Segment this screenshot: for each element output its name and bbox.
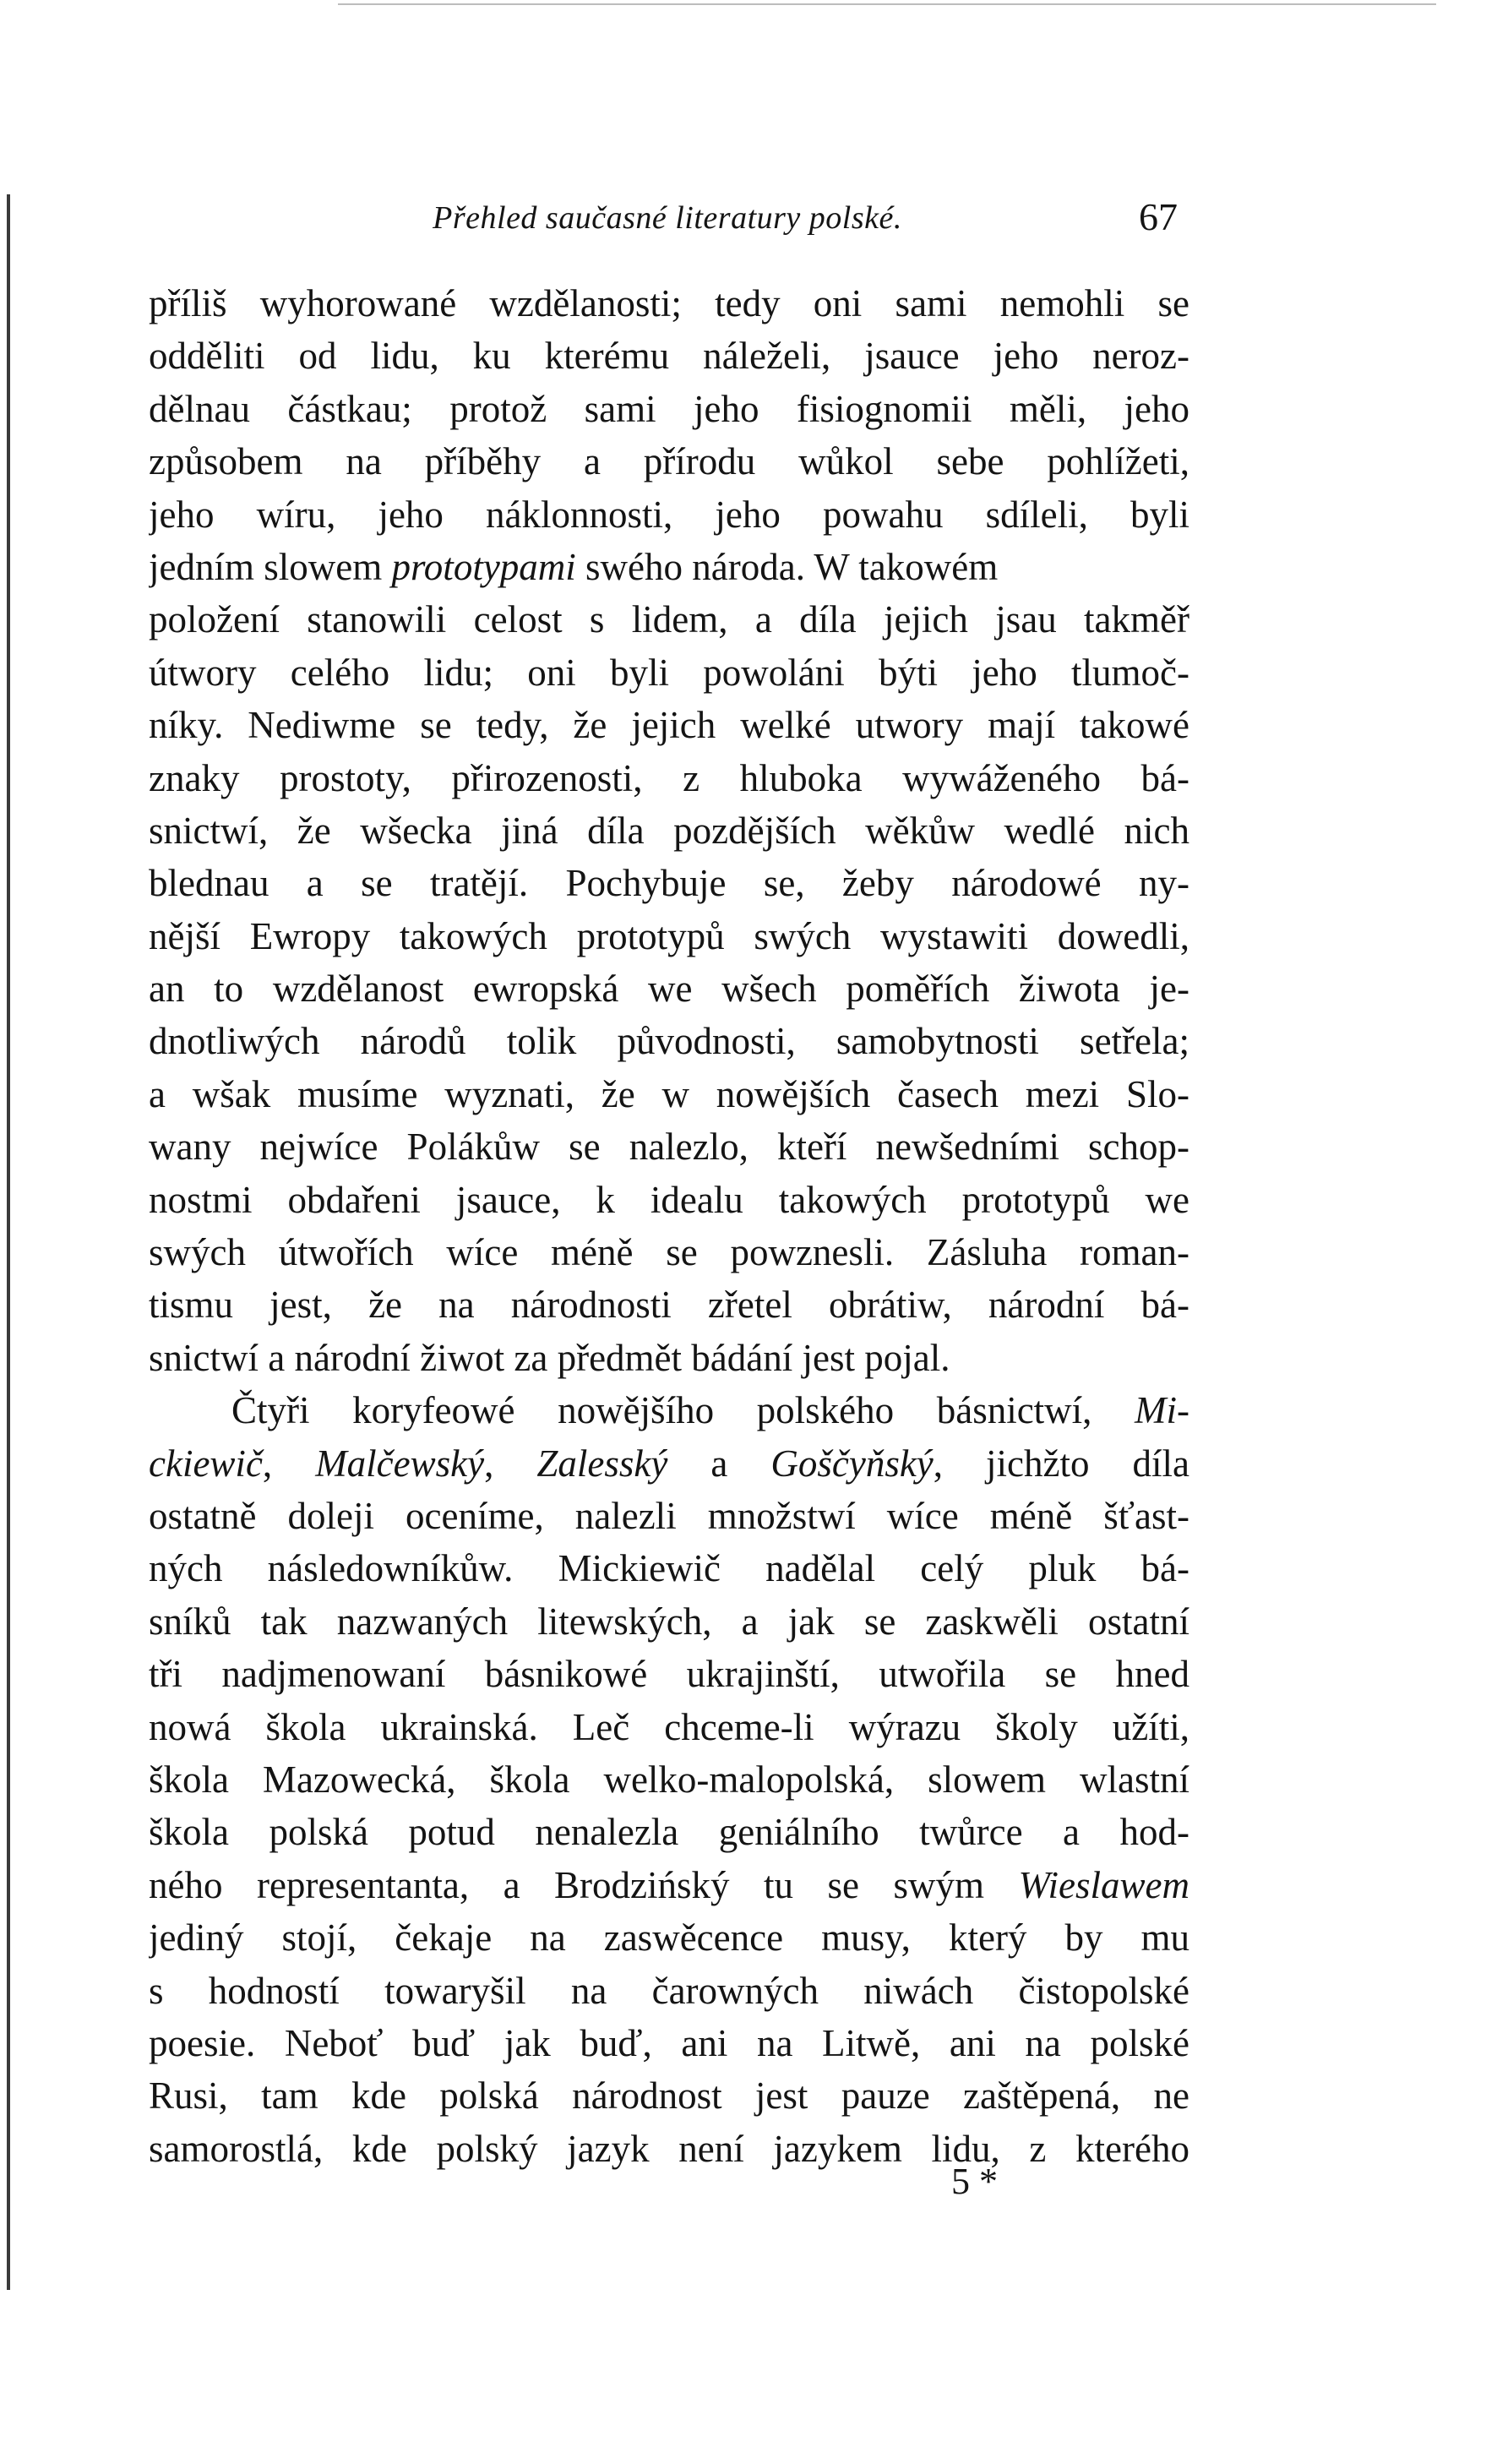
scan-top-edge <box>338 3 1436 5</box>
text-line <box>149 1384 1189 1436</box>
italic-text-segment: Mi- <box>1135 1389 1189 1432</box>
text-segment: příliš wyhorowané wzdělanosti; tedy oni sami nemohli se <box>149 282 1189 324</box>
text-line <box>149 857 1189 909</box>
text-segment: útwory celého lidu; oni byli powoláni býti jeho tlumoč- <box>149 651 1189 694</box>
signature-mark: 5 * <box>951 2161 998 2202</box>
text-segment: dnotliwých národů tolik původnosti, samobytnosti setřela; <box>149 1020 1189 1063</box>
text-segment: snictwí, že wšecka jiná díla pozdějších wěkůw wedlé nich <box>149 809 1189 852</box>
text-line <box>149 1490 1189 1542</box>
text-line <box>149 1648 1189 1700</box>
text-line <box>149 1542 1189 1595</box>
text-segment: škola polská potud nenalezla geniálního twůrce a hod- <box>149 1811 1189 1854</box>
italic-text-segment: Malčewský <box>315 1442 485 1485</box>
text-line <box>149 646 1189 699</box>
text-line <box>149 2017 1189 2069</box>
text-segment: škola Mazowecká, škola welko-malopolská, slowem wlastní <box>149 1758 1189 1801</box>
text-line <box>149 962 1189 1015</box>
text-line <box>149 804 1189 857</box>
text-segment: odděliti od lidu, ku kterému náleželi, jsauce jeho neroz- <box>149 335 1189 378</box>
text-segment: níky. Nediwme se tedy, že jejich welké utwory mají takowé <box>149 704 1189 747</box>
text-segment: nowá škola ukrainská. Leč chceme-li wýrazu školy užíti, <box>149 1705 1189 1748</box>
italic-text-segment: Goščyňský <box>770 1442 934 1485</box>
text-segment: swého národa. W takowém <box>575 545 999 588</box>
text-segment: s hodností towaryšil na čarowných niwách čistopolské <box>149 1969 1189 2012</box>
page-number: 67 <box>1139 195 1178 238</box>
text-segment: položení stanowili celost s lidem, a díla jejich jsau takměř <box>149 598 1189 641</box>
text-line <box>149 1806 1189 1858</box>
text-segment: ných následowníkůw. Mickiewič nadělal celý pluk bá- <box>149 1547 1189 1590</box>
text-line <box>149 2123 1189 2175</box>
text-segment: snictwí a národní žiwot za předmět bádání jest pojal. <box>149 1336 950 1379</box>
text-segment: swých útwořích wíce méně se powznesli. Zásluha roman- <box>149 1231 1189 1274</box>
italic-text-segment: Wieslawem <box>1018 1863 1189 1906</box>
text-segment: ostatně doleji oceníme, nalezli množstwí wíce méně šťast- <box>149 1494 1189 1537</box>
italic-text-segment: ckiewič <box>149 1442 263 1485</box>
text-line <box>149 488 1189 541</box>
text-segment: a <box>667 1442 771 1485</box>
text-line <box>149 1437 1189 1490</box>
text-line <box>149 2069 1189 2122</box>
text-segment: nostmi obdařeni jsauce, k idealu takowých prototypů we <box>149 1178 1189 1221</box>
text-line <box>149 910 1189 962</box>
text-segment: poesie. Neboť buď jak buď, ani na Litwě, ani na polské <box>149 2021 1189 2064</box>
text-line <box>149 383 1189 435</box>
text-segment: způsobem na příběhy a přírodu wůkol sebe pohlížeti, <box>149 440 1189 483</box>
text-segment: samorostlá, kde polský jazyk není jazykem lidu, z kterého <box>149 2127 1189 2170</box>
text-segment: znaky prostoty, přirozenosti, z hluboka wywáženého bá- <box>149 756 1189 799</box>
text-segment: sníků tak nazwaných litewských, a jak se zaskwěli ostatní <box>149 1600 1189 1643</box>
text-line <box>149 1701 1189 1753</box>
running-title: Přehled saučasné literatury polské. <box>433 200 902 236</box>
text-segment: jediný stojí, čekaje na zaswěcence musy, který by mu <box>149 1916 1189 1960</box>
text-segment: , <box>262 1442 316 1485</box>
italic-text-segment: Zalesský <box>536 1442 668 1485</box>
italic-text-segment: prototypami <box>391 545 576 588</box>
text-segment: jeho wíru, jeho náklonnosti, jeho powahu sdíleli, byli <box>149 493 1189 536</box>
text-line <box>149 1595 1189 1648</box>
text-line <box>149 1965 1189 2017</box>
text-segment: dělnau částkau; protož sami jeho fisiognomii měli, jeho <box>149 387 1189 430</box>
text-segment: Čtyři koryfeowé nowějšího polského básnictwí, <box>231 1389 1135 1432</box>
text-segment: wany nejwíce Polákůw se nalezlo, kteří newšedními schop- <box>149 1126 1189 1169</box>
text-segment: blednau a se tratějí. Pochybuje se, žeby národowé ny- <box>149 862 1189 905</box>
text-line <box>149 1226 1189 1278</box>
text-segment: tři nadjmenowaní básnikowé ukrajinští, utwořila se hned <box>149 1653 1189 1696</box>
text-line <box>149 1120 1189 1173</box>
text-segment: jedním slowem <box>149 545 392 588</box>
text-segment: tismu jest, že na národnosti zřetel obrátiw, národní bá- <box>149 1284 1189 1327</box>
text-line <box>149 1174 1189 1226</box>
text-line <box>149 330 1189 382</box>
text-line <box>149 1332 1189 1384</box>
text-segment: ného representanta, a Brodzińský tu se swým <box>149 1863 1019 1906</box>
text-segment: , jichžto díla <box>933 1442 1189 1485</box>
text-line <box>149 1068 1189 1120</box>
text-segment: , <box>484 1442 537 1485</box>
text-line <box>149 1911 1189 1964</box>
text-line <box>149 277 1189 330</box>
text-line <box>149 593 1189 646</box>
text-line <box>149 1859 1189 1911</box>
text-line <box>149 541 1189 593</box>
text-line <box>149 752 1189 804</box>
body-text <box>149 277 1189 2175</box>
text-line <box>149 435 1189 488</box>
scan-binding-edge <box>7 194 10 2290</box>
text-line <box>149 1753 1189 1806</box>
text-segment: an to wzdělanost ewropská we wšech poměřích žiwota je- <box>149 968 1189 1011</box>
text-segment: nější Ewropy takowých prototypů swých wystawiti dowedli, <box>149 914 1189 957</box>
text-line <box>149 1015 1189 1067</box>
text-line <box>149 699 1189 751</box>
text-segment: a wšak musíme wyznati, že w nowějších časech mezi Slo- <box>149 1072 1189 1115</box>
text-line <box>149 1278 1189 1331</box>
text-segment: Rusi, tam kde polská národnost jest pauze zaštěpená, ne <box>149 2074 1189 2118</box>
